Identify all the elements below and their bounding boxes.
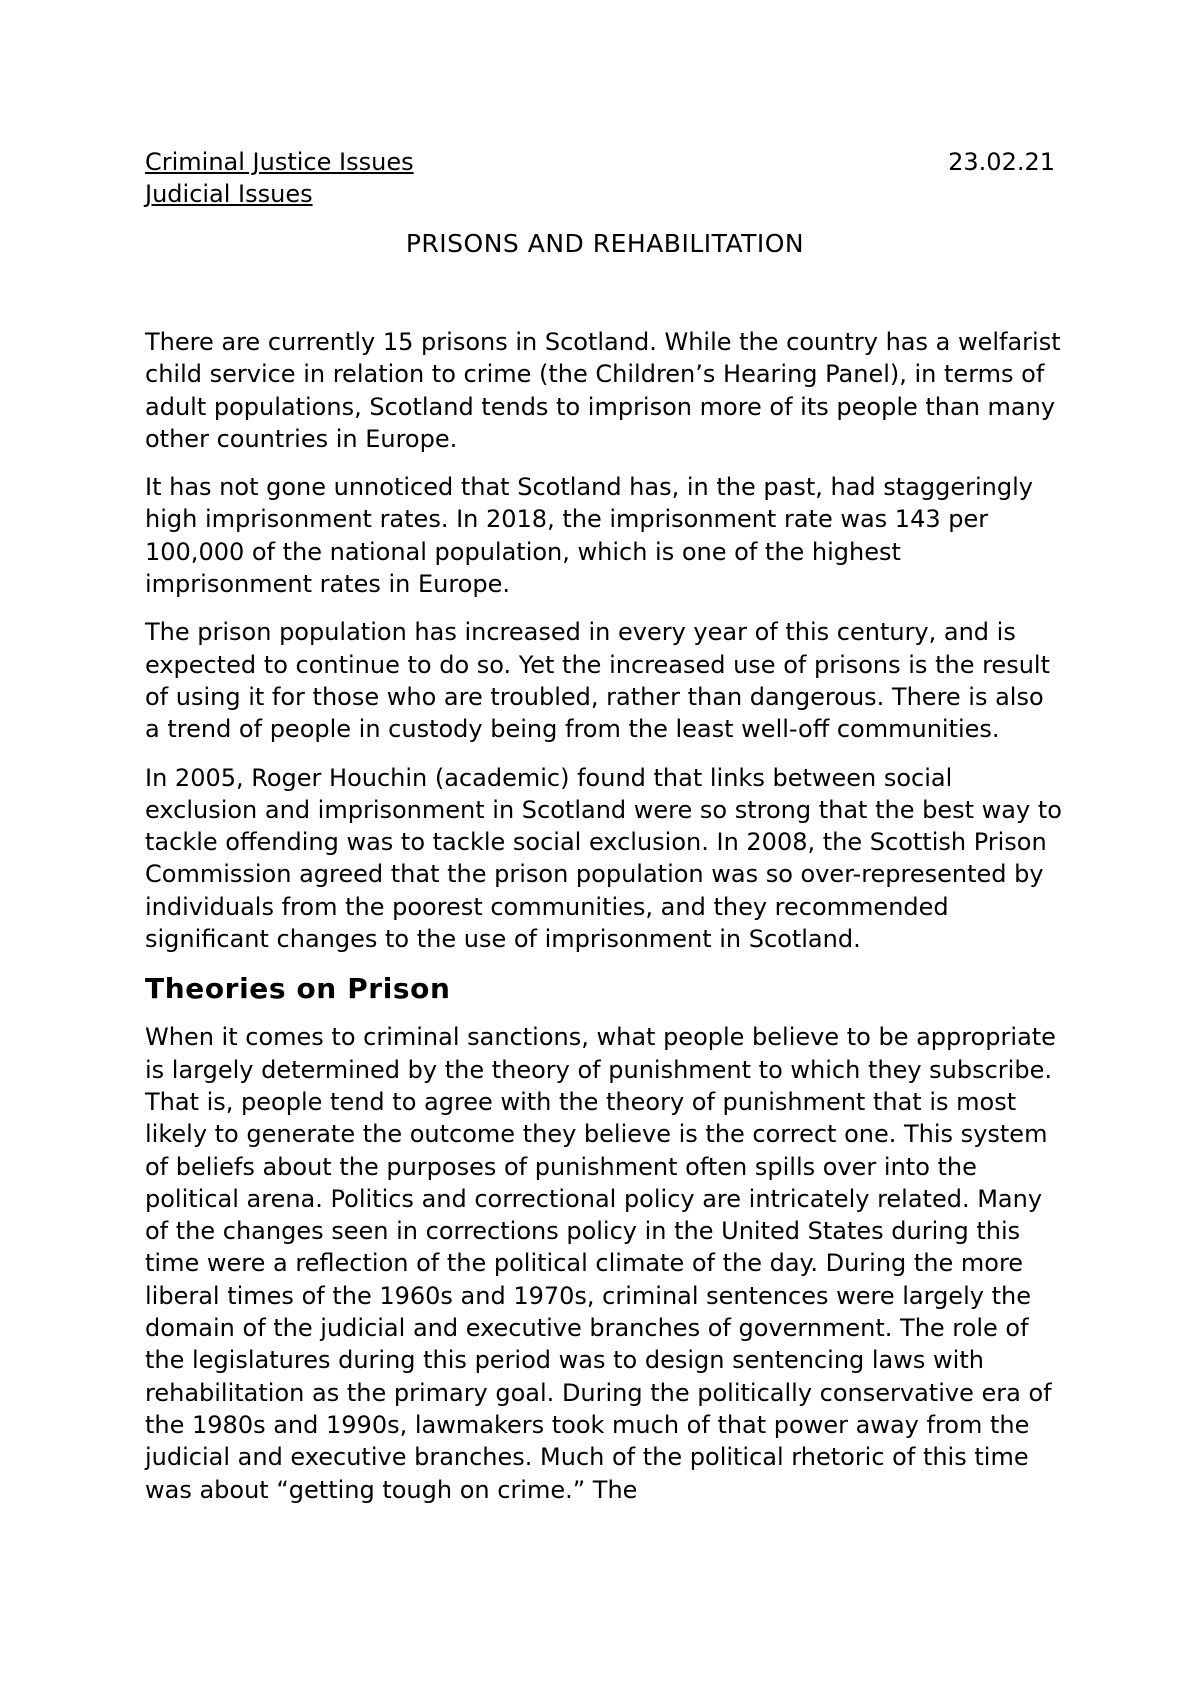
- course-title: Criminal Justice Issues: [145, 148, 414, 176]
- paragraph-intro: There are currently 15 prisons in Scotland. While the country has a welfarist child service in relation to crime (the Children’s Hearing Panel), in terms of adult populations, Scotland tends to imprison more of its people than many other countries in Europe.: [145, 328, 1061, 453]
- section-heading-theories: Theories on Prison: [145, 972, 451, 1006]
- document-body: [145, 326, 1065, 1522]
- paragraph-theories: When it comes to criminal sanctions, what people believe to be appropriate is largely determined by the theory of punishment to which they subscribe. That is, people tend to agree with the theory of punishment that is most likely to generate the outcome they believe is the correct one. This system of beliefs about the purposes of punishment often spills over into the political arena. Politics and correctional policy are intricately related. Many of the changes seen in corrections policy in the United States during this time were a reflection of the political climate of the day. During the more liberal times of the 1960s and 1970s, criminal sentences were largely the domain of the judicial and executive branches of government. The role of the legislatures during this period was to design sentencing laws with rehabilitation as the primary goal. During the politically conservative era of the 1980s and 1990s, lawmakers took much of that power away from the judicial and executive branches. Much of the political rhetoric of this time was about “getting tough on crime.” The: [145, 1023, 1056, 1504]
- document-date: 23.02.21: [948, 148, 1055, 176]
- paragraph-social-exclusion: In 2005, Roger Houchin (academic) found that links between social exclusion and imprisonment in Scotland were so strong that the best way to tackle offending was to tackle social exclusion. In 2008, the Scottish Prison Commission agreed that the prison population was so over-represented by individuals from the poorest communities, and they recommended significant changes to the use of imprisonment in Scotland.: [145, 763, 1062, 954]
- course-subtitle: Judicial Issues: [145, 180, 313, 208]
- paragraph-prison-population: The prison population has increased in every year of this century, and is expected to continue to do so. Yet the increased use of prisons is the result of using it for those who are troubled, rather than dangerous. There is also a trend of people in custody being from the least well-off communities.: [145, 618, 1050, 744]
- document-title: PRISONS AND REHABILITATION: [405, 229, 805, 258]
- paragraph-imprisonment-rates: It has not gone unnoticed that Scotland has, in the past, had staggeringly high imprisonment rates. In 2018, the imprisonment rate was 143 per 100,000 of the national population, which is one of the highest imprisonment rates in Europe.: [145, 473, 1033, 599]
